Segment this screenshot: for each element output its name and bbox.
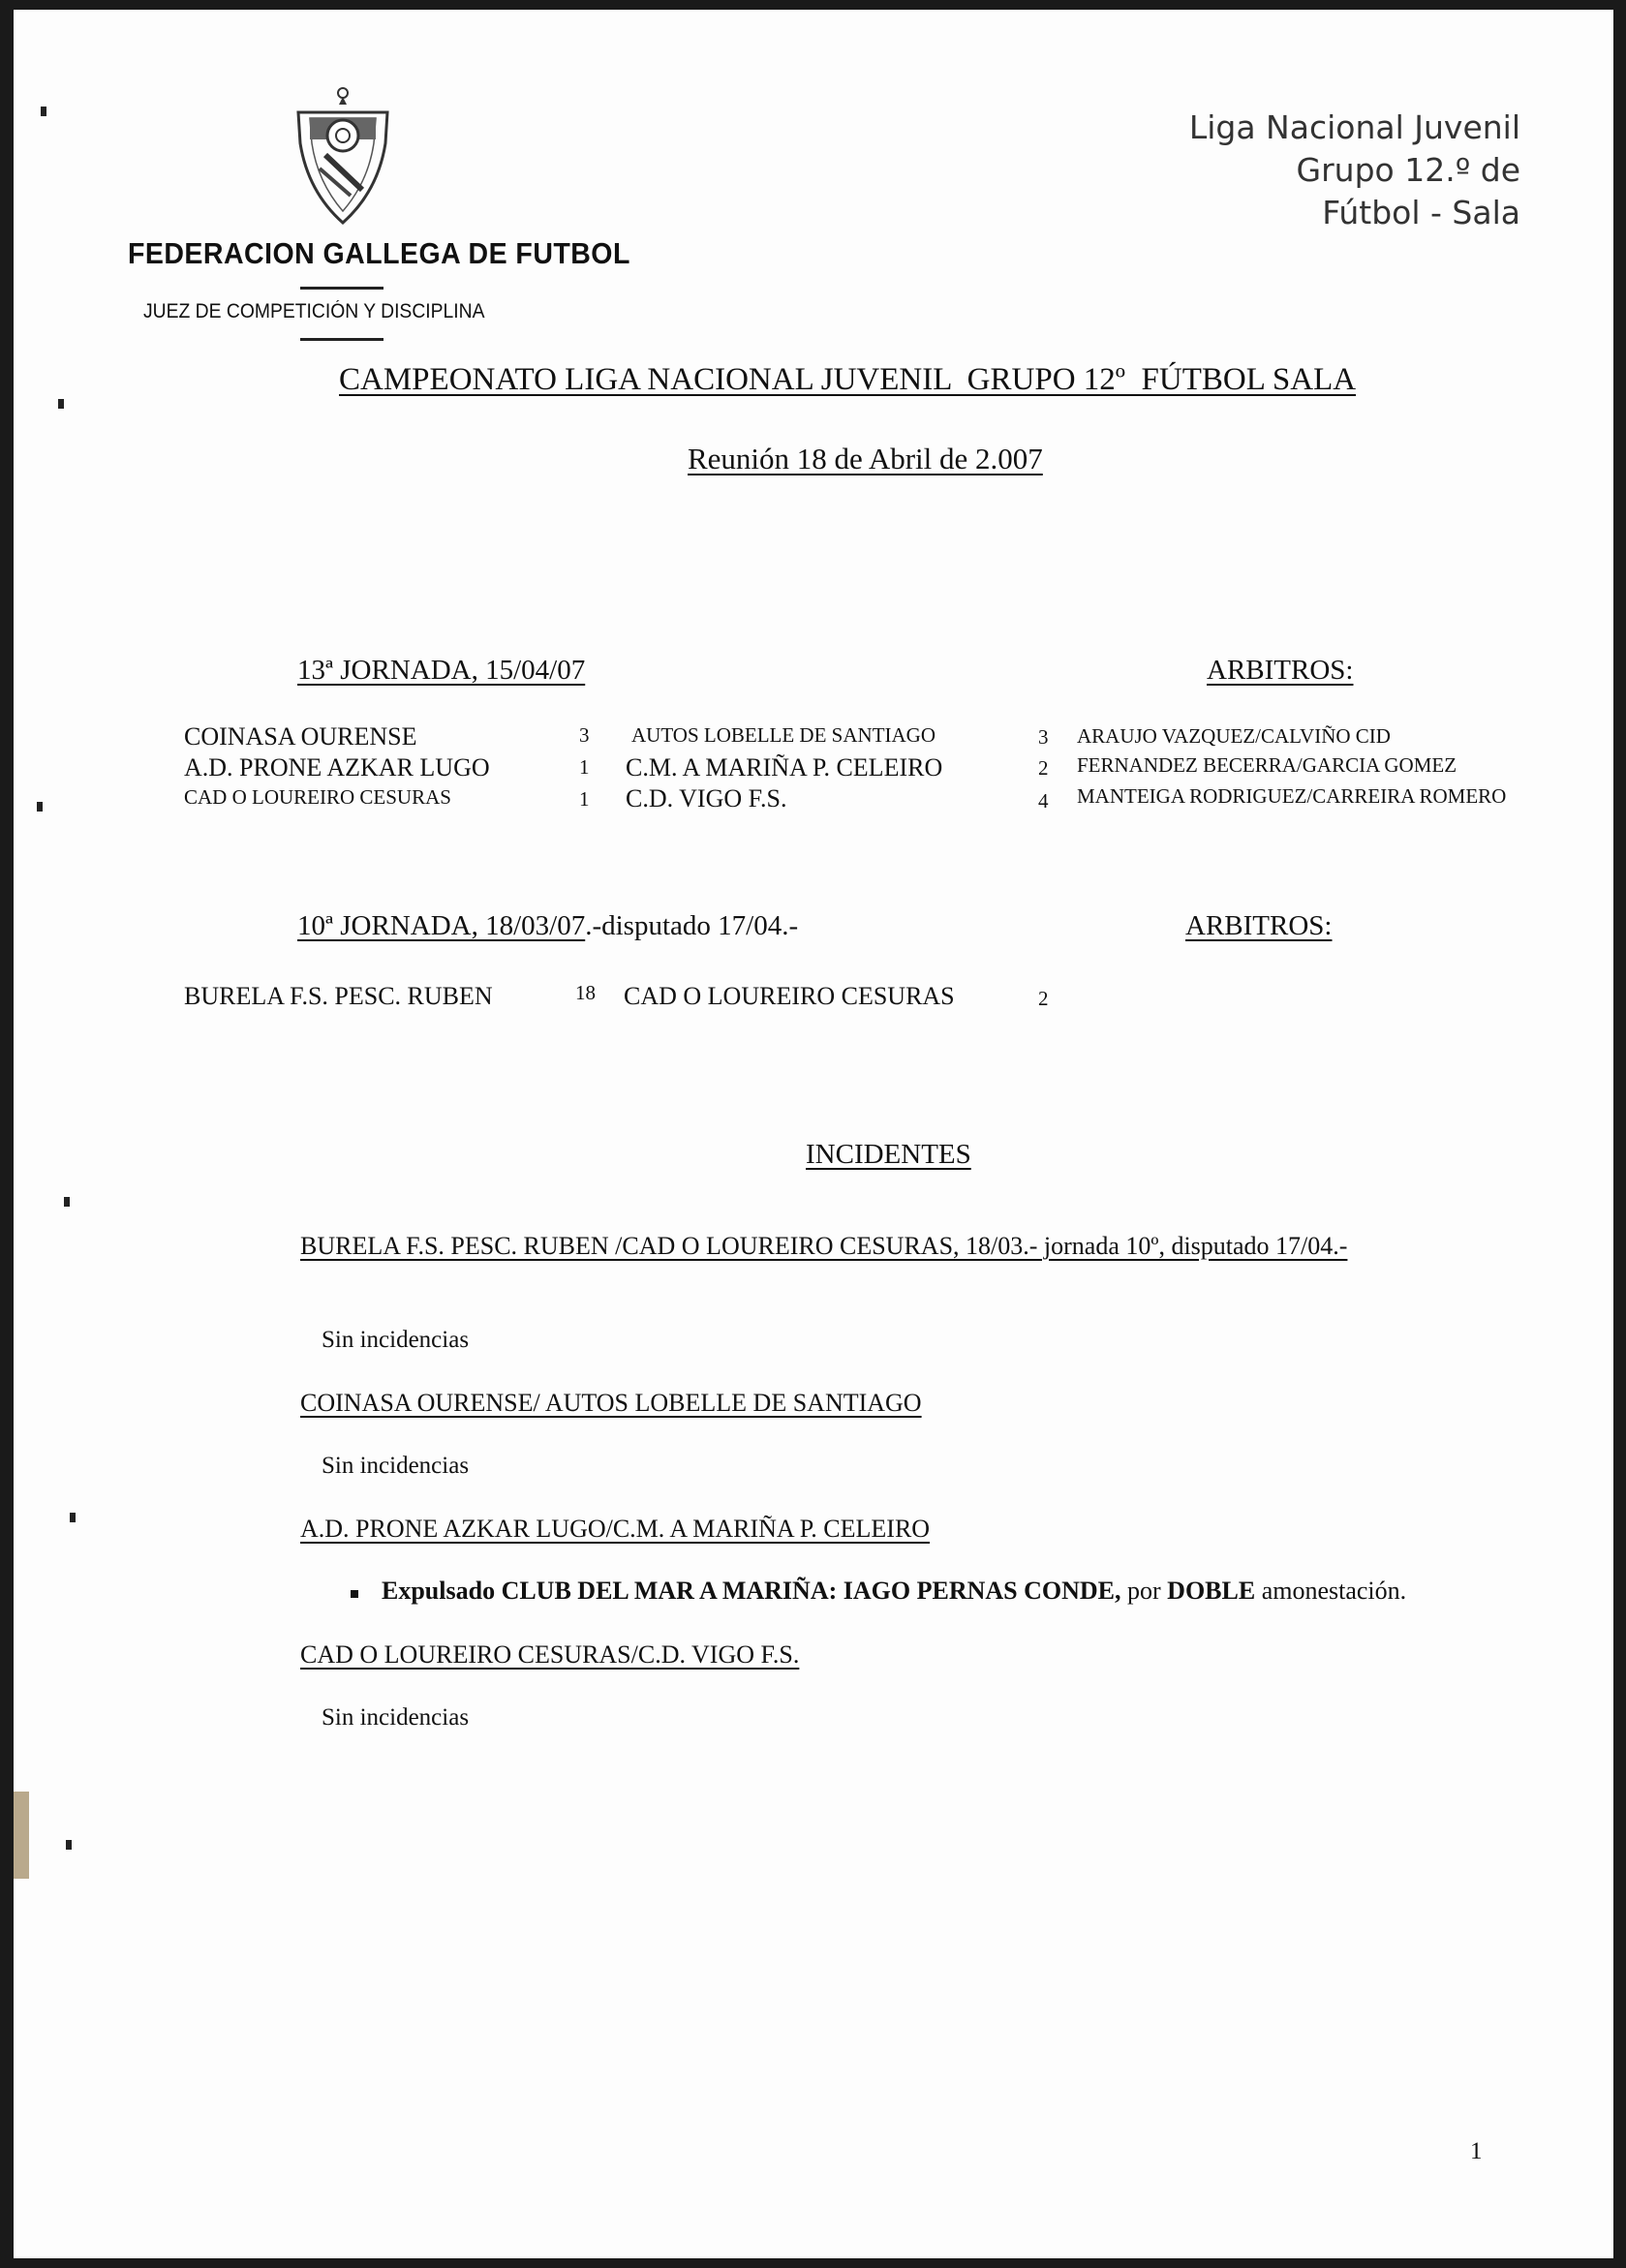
jornada-13-title: 13ª JORNADA, 15/04/07 [297,655,586,686]
scan-speck [70,1513,76,1522]
paper-tear [14,1792,29,1879]
page-number: 1 [1470,2138,1483,2164]
league-line-1: Liga Nacional Juvenil [1188,108,1520,146]
match-away: C.D. VIGO F.S. [626,784,787,812]
scan-speck [37,802,43,812]
match-away: CAD O LOUREIRO CESURAS [624,982,955,1010]
incident-title: BURELA F.S. PESC. RUBEN /CAD O LOUREIRO CESURAS, 18/03.- jornada 10º, disputado 17/04.- [300,1232,1348,1260]
department-name: JUEZ DE COMPETICIÓN Y DISCIPLINA [143,300,485,322]
match-home: BURELA F.S. PESC. RUBEN [184,982,493,1010]
referees-label: ARBITROS: [1207,655,1354,686]
incidents-heading: INCIDENTES [806,1139,971,1170]
match-home: A.D. PRONE AZKAR LUGO [184,753,490,782]
referees-label: ARBITROS: [1185,910,1333,941]
scan-speck [58,399,64,409]
match-home: COINASA OURENSE [184,722,417,751]
match-home-score: 1 [579,755,590,779]
match-away: C.M. A MARIÑA P. CELEIRO [626,753,943,782]
incident-text: Sin incidencias [322,1704,470,1731]
match-referees: FERNANDEZ BECERRA/GARCIA GOMEZ [1077,753,1457,777]
incident-bullet-text [382,1577,1406,1606]
square-bullet-icon [351,1590,358,1598]
match-home-score: 18 [575,981,596,1004]
match-referees: MANTEIGA RODRIGUEZ/CARREIRA ROMERO [1077,784,1507,808]
incident-text: Sin incidencias [322,1453,470,1479]
divider [300,287,383,290]
meeting-date: Reunión 18 de Abril de 2.007 [688,442,1043,475]
jornada-10-note: .-disputado 17/04.- [585,910,799,941]
league-label [1189,107,1520,234]
document-page [14,10,1613,2258]
match-away-score: 2 [1038,756,1049,780]
divider [300,338,383,341]
league-line-3: Fútbol - Sala [1322,194,1520,231]
scan-speck [64,1197,70,1207]
incident-title: A.D. PRONE AZKAR LUGO/C.M. A MARIÑA P. CELEIRO [300,1515,931,1543]
match-home-score: 1 [579,787,590,811]
incident-text: Sin incidencias [322,1327,470,1353]
match-home: CAD O LOUREIRO CESURAS [184,785,451,809]
match-away: AUTOS LOBELLE DE SANTIAGO [631,723,936,747]
federation-name: FEDERACION GALLEGA DE FUTBOL [128,236,630,270]
bullet-bold-a: Expulsado CLUB DEL MAR A MARIÑA: IAGO PERNAS CONDE, [382,1577,1121,1605]
bullet-plain-b: amonestación. [1255,1577,1407,1605]
scan-speck [41,107,46,116]
federation-shield-logo [291,76,397,230]
scan-speck [66,1840,72,1850]
match-away-score: 4 [1038,789,1049,812]
incident-title: CAD O LOUREIRO CESURAS/C.D. VIGO F.S. [300,1640,800,1669]
bullet-plain-a: por [1120,1577,1168,1605]
match-away-score: 3 [1038,725,1049,749]
document-title: CAMPEONATO LIGA NACIONAL JUVENIL GRUPO 12º FÚTBOL SALA [339,362,1357,397]
jornada-10-heading [297,910,798,942]
bullet-bold-b: DOBLE [1167,1577,1256,1605]
match-referees: ARAUJO VAZQUEZ/CALVIÑO CID [1077,724,1391,748]
jornada-10-title: 10ª JORNADA, 18/03/07 [297,910,586,941]
match-home-score: 3 [579,723,590,747]
incident-title: COINASA OURENSE/ AUTOS LOBELLE DE SANTIAGO [300,1389,922,1417]
league-line-2: Grupo 12.º de [1296,151,1520,189]
match-away-score: 2 [1038,987,1049,1010]
